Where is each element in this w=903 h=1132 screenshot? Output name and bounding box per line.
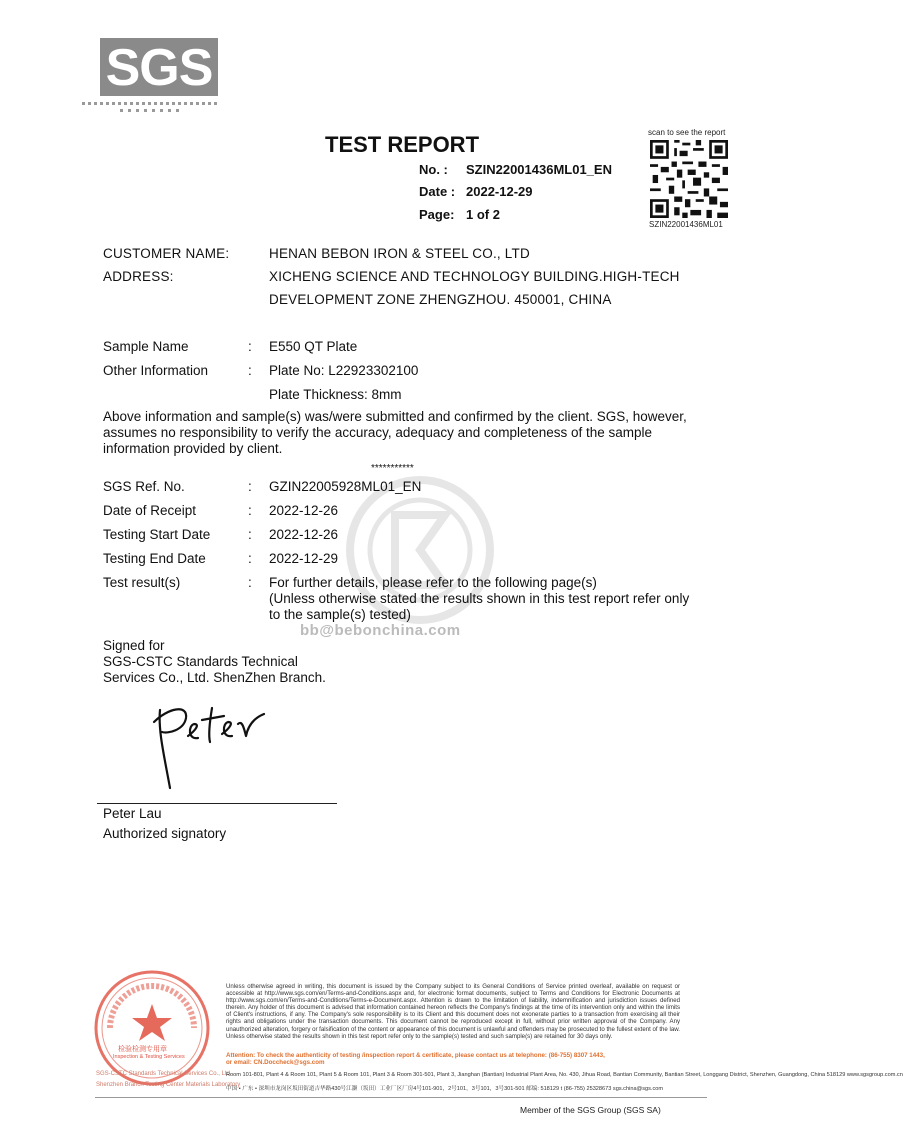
sgs-ref-value: GZIN22005928ML01_EN: [269, 479, 422, 494]
signatory-name: Peter Lau: [103, 806, 162, 821]
date-of-receipt-value: 2022-12-26: [269, 503, 339, 518]
testing-end-label: Testing End Date: [103, 551, 206, 566]
sample-name-value: E550 QT Plate: [269, 339, 358, 354]
signature-line: [97, 803, 337, 804]
stamp-inner-text: 检验检测专用章: [118, 1046, 167, 1053]
bebon-watermark-logo: [340, 470, 500, 630]
signed-for-line-2: SGS-CSTC Standards Technical: [103, 654, 298, 669]
testing-start-value: 2022-12-26: [269, 527, 339, 542]
page-label: Page:: [419, 207, 455, 222]
stamp-inner-english: Inspection & Testing Services: [113, 1054, 185, 1060]
separator-stars: ***********: [371, 463, 414, 474]
date-of-receipt-colon: :: [248, 503, 252, 518]
handwritten-signature: [148, 700, 278, 800]
footer-attention-email[interactable]: or email: CN.Doccheck@sgs.com: [226, 1059, 325, 1066]
signatory-title: Authorized signatory: [103, 826, 227, 841]
testing-start-colon: :: [248, 527, 252, 542]
testing-start-label: Testing Start Date: [103, 527, 211, 542]
sample-name-colon: :: [248, 339, 252, 354]
qr-caption: scan to see the report: [648, 128, 726, 137]
customer-name-value: HENAN BEBON IRON & STEEL CO., LTD: [269, 246, 530, 261]
footer-address-english: Room 101-801, Plant 4 & Room 101, Plant 5 & Room 101, Plant 3 & Room 301-501, Plant 3, Jianghan (Bantian) Industrial Plant Area, No. 430, Jihua Road, Bantian Community, Bantian Street, Longgang District, Shenzhen, Guangdong, China 518129 www.sgsgroup.com.cn: [226, 1072, 903, 1078]
qr-code-icon[interactable]: [650, 140, 728, 218]
sgs-ref-label: SGS Ref. No.: [103, 479, 185, 494]
watermark-email: bb@bebonchina.com: [300, 622, 461, 639]
official-stamp: [92, 968, 212, 1088]
test-results-line-1: For further details, please refer to the following page(s): [269, 575, 597, 590]
other-information-colon: :: [248, 363, 252, 378]
footer-divider: [95, 1097, 707, 1098]
plate-thickness: Plate Thickness: 8mm: [269, 387, 402, 402]
address-line-2: DEVELOPMENT ZONE ZHENGZHOU. 450001, CHINA: [269, 292, 612, 307]
sgs-logo-text: SGS: [105, 39, 213, 97]
report-number-label: No. :: [419, 162, 448, 177]
stamp-company-line: SGS-CSTC Standards Technical Services Co., Ltd.: [96, 1071, 232, 1077]
test-results-label: Test result(s): [103, 575, 181, 590]
plate-number: Plate No: L22923302100: [269, 363, 419, 378]
report-title: TEST REPORT: [325, 132, 480, 157]
date-of-receipt-label: Date of Receipt: [103, 503, 197, 518]
signed-for-line-1: Signed for: [103, 638, 165, 653]
footer-terms: Unless otherwise agreed in writing, this document is issued by the Company subject to its General Conditions of Service printed overleaf, available on request or accessible at http://www.sgs.com/en/Terms-and-Conditions.aspx and, for electronic format documents, subject to Terms and Conditions for Electronic Documents at http://www.sgs.com/en/Terms-and-Conditions/Terms-e-Document.aspx. Attention is drawn to the limitation of liability, indemnification and jurisdiction issues defined therein. Any holder of this document is advised that information contained hereon reflects the Company's findings at the time of its intervention only and within the limits of Client's instructions, if any. The Company's sole responsibility is to its Client and this document does not exonerate parties to a transaction from exercising all their rights and obligations under the transaction documents. This document cannot be reproduced except in full, without prior written approval of the Company. Any unauthorized alteration, forgery or falsification of the content or appearance of this document is unlawful and offenders may be prosecuted to the fullest extent of the law. Unless otherwise stated the results shown in this test report refer only to the sample(s) tested and such sample(s) are retained for 30 days only.: [226, 983, 680, 1040]
footer-address-chinese: 中国 • 广东 • 深圳市龙岗区坂田街道吉华路430号江灏（坂田）工业厂区厂房4号101-901，2号101，3号101，3号301-501 邮编: 518129 t (86-755) 25328673 sgs.china@sgs.com: [226, 1086, 664, 1092]
other-information-label: Other Information: [103, 363, 209, 378]
page-value: 1 of 2: [466, 207, 500, 222]
testing-end-colon: :: [248, 551, 252, 566]
report-date-value: 2022-12-29: [466, 184, 533, 199]
logo-dots-decoration: [80, 96, 230, 118]
testing-end-value: 2022-12-29: [269, 551, 339, 566]
test-results-colon: :: [248, 575, 252, 590]
signed-for-line-3: Services Co., Ltd. ShenZhen Branch.: [103, 670, 326, 685]
sgs-ref-colon: :: [248, 479, 252, 494]
footer-attention: [226, 1052, 605, 1066]
customer-name-label: CUSTOMER NAME:: [103, 246, 230, 261]
address-label: ADDRESS:: [103, 269, 174, 284]
address-line-1: XICHENG SCIENCE AND TECHNOLOGY BUILDING.HIGH-TECH: [269, 269, 680, 284]
qr-id: SZIN22001436ML01: [649, 220, 723, 229]
test-results-line-3: to the sample(s) tested): [269, 607, 411, 622]
report-date-label: Date :: [419, 184, 456, 199]
test-results-line-2: (Unless otherwise stated the results shown in this test report refer only: [269, 591, 690, 606]
sample-name-label: Sample Name: [103, 339, 189, 354]
report-number-value: SZIN22001436ML01_EN: [466, 162, 612, 177]
footer-attention-line-1: Attention: To check the authenticity of testing /inspection report & certificate, please contact us at telephone: (86-755) 8307 1443,: [226, 1052, 605, 1059]
footer-member-line: Member of the SGS Group (SGS SA): [520, 1105, 661, 1115]
stamp-branch-line: Shenzhen Branch Testing Center Materials Laboratory: [96, 1082, 241, 1088]
sgs-logo: [100, 38, 218, 96]
disclaimer-paragraph: Above information and sample(s) was/were submitted and confirmed by the client. SGS, however, assumes no responsibility to verify the accuracy, adequacy and completeness of the sample information provided by client.: [103, 409, 687, 456]
